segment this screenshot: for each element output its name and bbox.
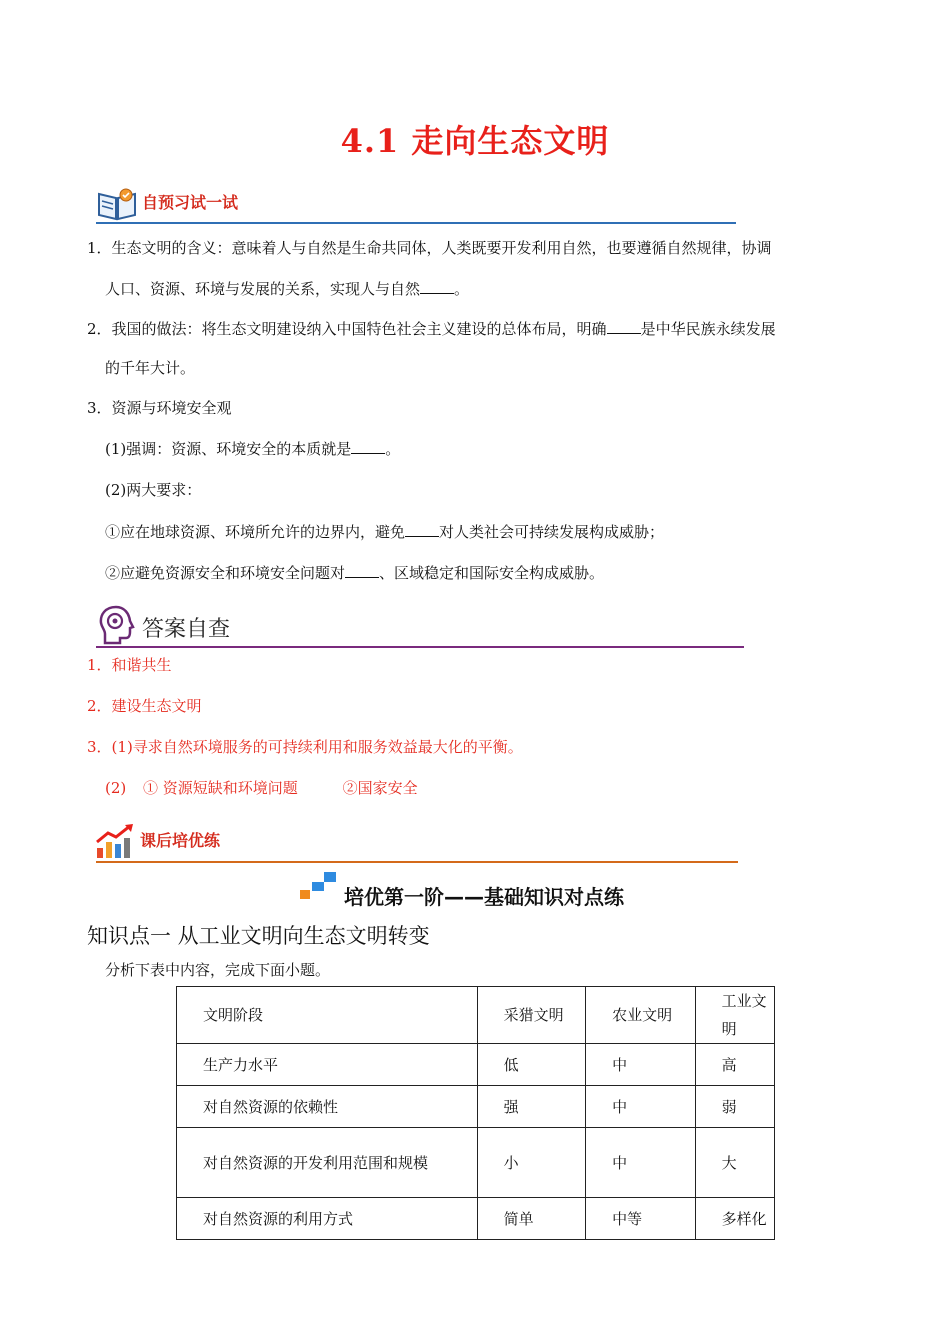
table-cell: 大 <box>695 1128 774 1198</box>
table-row <box>177 1128 775 1198</box>
preview-item-2: 2．我国的做法：将生态文明建设纳入中国特色社会主义建设的总体布局，明确 是中华民族永续发展 <box>87 320 776 338</box>
civilization-table <box>176 986 775 1240</box>
brain-icon <box>96 604 136 646</box>
section-rule-practice <box>96 861 738 863</box>
table-cell: 对自然资源的利用方式 <box>177 1198 478 1240</box>
book-icon <box>96 186 138 222</box>
fill-blank[interactable] <box>405 522 439 537</box>
growth-chart-icon <box>94 822 136 860</box>
table-cell: 对自然资源的开发利用范围和规模 <box>177 1128 478 1198</box>
page-title: 4.1 走向生态文明 <box>340 122 610 160</box>
fill-blank[interactable] <box>607 319 641 334</box>
table-row <box>177 1086 775 1128</box>
stairs-icon <box>298 870 340 900</box>
table-header-cell: 采猎文明 <box>477 987 586 1044</box>
answer-2: 2．建设生态文明 <box>87 697 202 715</box>
table-cell: 对自然资源的依赖性 <box>177 1086 478 1128</box>
table-cell: 多样化 <box>695 1198 774 1240</box>
table-row <box>177 1198 775 1240</box>
table-cell: 弱 <box>695 1086 774 1128</box>
fill-blank[interactable] <box>420 279 454 294</box>
preview-sub-4: ②应避免资源安全和环境安全问题对 、区域稳定和国际安全构成威胁。 <box>105 564 605 582</box>
preview-item-3: 3．资源与环境安全观 <box>87 399 232 417</box>
section-rule-preview <box>96 222 736 224</box>
answer-3-2: (2) ① 资源短缺和环境问题 ②国家安全 <box>105 779 418 797</box>
table-row <box>177 1044 775 1086</box>
table-cell: 中 <box>586 1128 696 1198</box>
table-cell: 强 <box>477 1086 586 1128</box>
section-rule-answers <box>96 646 744 648</box>
table-cell: 低 <box>477 1044 586 1086</box>
table-cell: 中 <box>586 1044 696 1086</box>
preview-item-2-cont: 的千年大计。 <box>105 359 196 377</box>
table-cell: 中 <box>586 1086 696 1128</box>
table-cell: 简单 <box>477 1198 586 1240</box>
section-label-preview: 自预习试一试 <box>142 193 239 212</box>
fill-blank[interactable] <box>345 563 379 578</box>
section-label-practice: 课后培优练 <box>140 831 221 850</box>
section-label-answers: 答案自查 <box>142 617 231 642</box>
table-header-cell: 农业文明 <box>586 987 696 1044</box>
preview-item-1: 1．生态文明的含义：意味着人与自然是生命共同体，人类既要开发利用自然，也要遵循自然规律，协调 <box>87 239 772 257</box>
preview-sub-1: (1)强调：资源、环境安全的本质就是 。 <box>105 440 401 458</box>
instruction-text: 分析下表中内容，完成下面小题。 <box>105 961 331 979</box>
knowledge-point-heading: 知识点一 从工业文明向生态文明转变 <box>87 924 430 948</box>
preview-sub-2: (2)两大要求： <box>105 481 202 499</box>
table-cell: 中等 <box>586 1198 696 1240</box>
stage-title: 培优第一阶——基础知识对点练 <box>344 885 624 909</box>
preview-sub-3: ①应在地球资源、环境所允许的边界内，避免 对人类社会可持续发展构成威胁； <box>105 523 665 541</box>
table-header-cell: 工业文明 <box>695 987 774 1044</box>
fill-blank[interactable] <box>351 439 385 454</box>
answer-3: 3．(1)寻求自然环境服务的可持续利用和服务效益最大化的平衡。 <box>87 738 523 756</box>
table-cell: 生产力水平 <box>177 1044 478 1086</box>
table-cell: 高 <box>695 1044 774 1086</box>
table-header-cell: 文明阶段 <box>177 987 478 1044</box>
table-cell: 小 <box>477 1128 586 1198</box>
preview-item-1-cont: 人口、资源、环境与发展的关系，实现人与自然 。 <box>105 280 470 298</box>
answer-1: 1．和谐共生 <box>87 656 172 674</box>
table-header-row <box>177 987 775 1044</box>
